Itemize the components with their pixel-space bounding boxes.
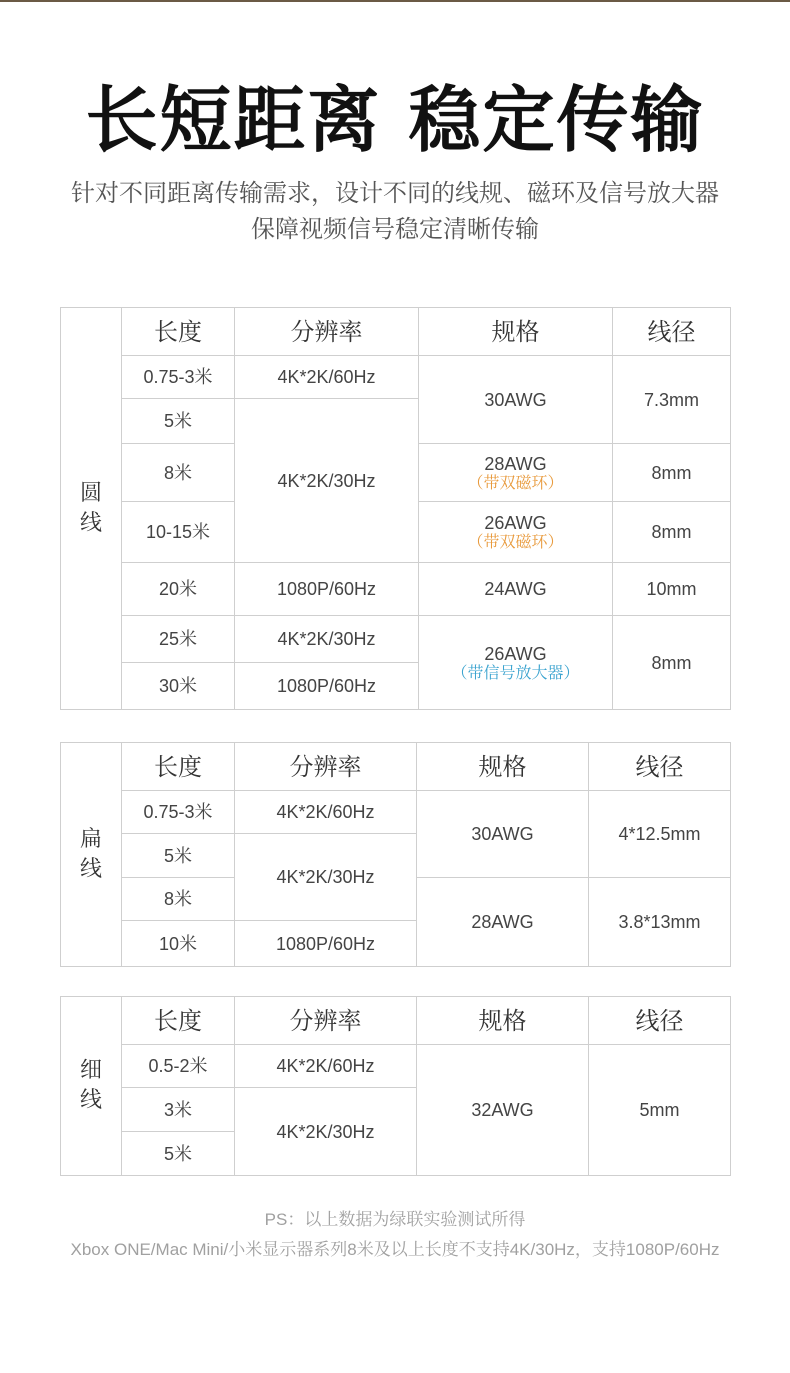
length-cell: 10米 <box>122 921 235 967</box>
header-resolution: 分辨率 <box>235 743 417 791</box>
resolution-cell: 4K*2K/60Hz <box>235 356 419 399</box>
spec-cell: 26AWG （带双磁环） <box>419 502 613 563</box>
category-label-thin: 细 线 <box>61 997 122 1176</box>
length-cell: 8米 <box>122 444 235 502</box>
spec-cell: 30AWG <box>419 356 613 444</box>
table-row <box>61 563 731 616</box>
diameter-cell: 10mm <box>613 563 731 616</box>
spec-cell: 26AWG （带信号放大器） <box>419 616 613 710</box>
category-label-round: 圆 线 <box>61 308 122 710</box>
table-header-row <box>61 743 731 791</box>
header-spec: 规格 <box>419 308 613 356</box>
thin-cable-table <box>60 996 731 1176</box>
page-title: 长短距离 稳定传输 <box>85 78 705 162</box>
diameter-cell: 4*12.5mm <box>589 791 731 878</box>
spec-cell: 28AWG <box>417 878 589 967</box>
note-double-ferrite: （带双磁环） <box>467 534 564 551</box>
footer-note-2: Xbox ONE/Mac Mini/小米显示器系列8米及以上长度不支持4K/30Hz，支持1080P/60Hz <box>70 1240 720 1259</box>
footer-note-1: PS：以上数据为绿联实验测试所得 <box>264 1210 526 1229</box>
resolution-cell: 1080P/60Hz <box>235 921 417 967</box>
length-cell: 0.75-3米 <box>122 791 235 834</box>
category-label-flat: 扁 线 <box>61 743 122 967</box>
header-resolution: 分辨率 <box>235 308 419 356</box>
subtitle-line-2: 保障视频信号稳定清晰传输 <box>251 215 539 243</box>
resolution-cell: 4K*2K/60Hz <box>235 1045 417 1088</box>
spec-cell: 30AWG <box>417 791 589 878</box>
length-cell: 0.75-3米 <box>122 356 235 399</box>
length-cell: 5米 <box>122 834 235 878</box>
resolution-cell: 4K*2K/60Hz <box>235 791 417 834</box>
header-length: 长度 <box>122 997 235 1045</box>
header-spec: 规格 <box>417 997 589 1045</box>
header-diameter: 线径 <box>613 308 731 356</box>
header-length: 长度 <box>122 743 235 791</box>
header-length: 长度 <box>122 308 235 356</box>
note-signal-amplifier: （带信号放大器） <box>451 664 580 682</box>
diameter-cell: 8mm <box>613 444 731 502</box>
diameter-cell: 8mm <box>613 616 731 710</box>
note-double-ferrite: （带双磁环） <box>467 474 564 492</box>
spec-cell: 24AWG <box>419 563 613 616</box>
spec-cell: 28AWG （带双磁环） <box>419 444 613 502</box>
table-header-row <box>61 308 731 356</box>
table-row <box>61 616 731 663</box>
spec-cell: 32AWG <box>417 1045 589 1176</box>
header-diameter: 线径 <box>589 743 731 791</box>
length-cell: 30米 <box>122 663 235 710</box>
length-cell: 10-15米 <box>122 502 235 563</box>
table-row <box>61 1045 731 1088</box>
diameter-cell: 5mm <box>589 1045 731 1176</box>
header-resolution: 分辨率 <box>235 997 417 1045</box>
resolution-cell: 1080P/60Hz <box>235 663 419 710</box>
length-cell: 20米 <box>122 563 235 616</box>
table-row <box>61 791 731 834</box>
length-cell: 0.5-2米 <box>122 1045 235 1088</box>
resolution-cell: 1080P/60Hz <box>235 563 419 616</box>
resolution-cell: 4K*2K/30Hz <box>235 616 419 663</box>
subtitle-line-1: 针对不同距离传输需求，设计不同的线规、磁环及信号放大器 <box>71 179 719 207</box>
resolution-cell: 4K*2K/30Hz <box>235 834 417 921</box>
length-cell: 25米 <box>122 616 235 663</box>
flat-cable-table <box>60 742 731 967</box>
header-diameter: 线径 <box>589 997 731 1045</box>
length-cell: 5米 <box>122 1132 235 1176</box>
length-cell: 5米 <box>122 399 235 444</box>
resolution-cell: 4K*2K/30Hz <box>235 1088 417 1176</box>
round-cable-table <box>60 307 731 710</box>
table-row <box>61 356 731 399</box>
diameter-cell: 7.3mm <box>613 356 731 444</box>
header-spec: 规格 <box>417 743 589 791</box>
length-cell: 8米 <box>122 878 235 921</box>
diameter-cell: 3.8*13mm <box>589 878 731 967</box>
top-divider <box>0 0 790 2</box>
resolution-cell: 4K*2K/30Hz <box>235 399 419 563</box>
table-header-row <box>61 997 731 1045</box>
diameter-cell: 8mm <box>613 502 731 563</box>
length-cell: 3米 <box>122 1088 235 1132</box>
